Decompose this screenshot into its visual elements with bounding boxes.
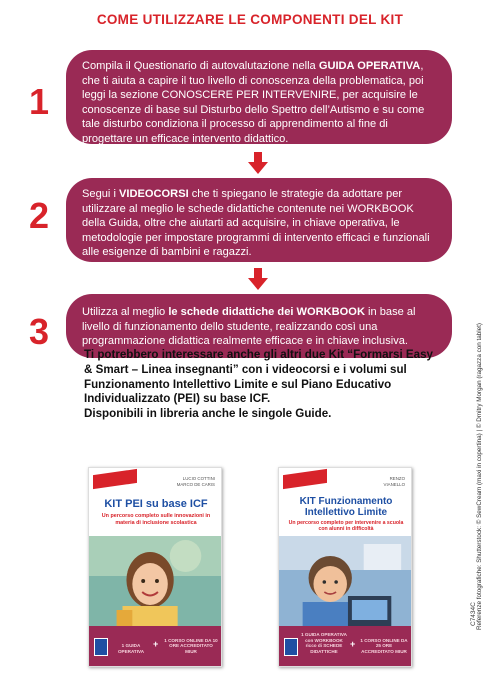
availability-note: Disponibili in libreria anche le singole Guide.	[84, 407, 332, 421]
down-arrow-icon	[248, 268, 268, 290]
related-kits-paragraph: Ti potrebbero interessare anche gli altri due Kit “Formarsi Easy & Smart – Linea insegnanti” con i videocorsi e i volumi sul Funzionamento Intellettivo Limite e sul Piano Educativo Individualizzato (PEI) su base ICF.	[84, 348, 433, 406]
step-text-segment: Utilizza al meglio	[82, 306, 169, 318]
offer-guide: 1 GUIDA OPERATIVA	[117, 643, 145, 654]
step-number-1: 1	[28, 81, 50, 122]
book-subtitle: Un percorso completo per intervenire a scuola con alunni in difficoltà	[288, 520, 404, 533]
book-title: KIT PEI su base ICF	[104, 498, 208, 510]
step-text-segment: , che ti aiuta a capire il tuo livello di conoscenza della problematica, poi leggi la sezione CONOSCERE PER INTERVENIRE, per acquisire le conoscenze di base sul Disturbo dello Spettro dell’Autismo e su come tale disturbo condiziona il processo di apprendimento al fine di progettare un efficace intervento didattico.	[82, 60, 425, 145]
step-number-2: 2	[28, 195, 50, 236]
offer-guide: 1 GUIDA OPERATIVA con WORKBOOK ricco di SCHEDE DIDATTICHE	[301, 632, 347, 654]
step-panel-2	[66, 178, 452, 262]
page-title: COME UTILIZZARE LE COMPONENTI DEL KIT	[96, 12, 404, 27]
step-number-3: 3	[28, 311, 50, 352]
step-text-segment: Segui i	[82, 188, 120, 200]
step-text-segment: le schede didattiche dei WORKBOOK	[168, 306, 365, 318]
offer-course: 1 CORSO ONLINE DA 10 ORE ACCREDITATO MIUR	[164, 637, 218, 654]
book-cover-photo	[279, 536, 411, 626]
book-subtitle: Un percorso completo sulle innovazioni in materia di inclusione scolastica	[101, 513, 211, 526]
offer-band: 1 GUIDA OPERATIVA + 1 CORSO ONLINE DA 10 ORE ACCREDITATO MIUR	[89, 626, 221, 666]
online-course-badge-icon	[284, 638, 298, 656]
book-cover-fil	[278, 467, 412, 667]
book-title: KIT Funzionamento Intellettivo Limite	[299, 496, 393, 518]
product-code: C7434C	[470, 602, 477, 626]
online-course-badge-icon	[94, 638, 108, 656]
step-text-segment: Compila il Questionario di autovalutazione nella	[82, 60, 319, 72]
step-text-segment: GUIDA OPERATIVA	[318, 60, 421, 72]
offer-band: 1 GUIDA OPERATIVA con WORKBOOK ricco di SCHEDE DIDATTICHE + 1 CORSO ONLINE DA 25 ORE ACCREDITATO MIUR	[279, 626, 411, 666]
book-authors: RENZO VIANELLO	[383, 476, 405, 487]
step-panel-1	[66, 50, 452, 144]
step-text-segment: VIDEOCORSI	[119, 188, 189, 200]
book-authors: LUCIO COTTINI MARCO DE CARIS	[176, 476, 215, 487]
book-cover-photo	[89, 536, 221, 626]
step-text-segment: che ti spiegano le strategie da adottare per utilizzare al meglio le schede didattiche contenute nei WORKBOOK della Guida, oltre che aiutarti ad acquisire, in chiave operativa, le metodologie per impostare programmi di intervento efficaci e funzionali alle esigenze di bambini e ragazzi.	[82, 188, 430, 259]
offer-course: 1 CORSO ONLINE DA 25 ORE ACCREDITATO MIUR	[360, 637, 408, 654]
related-kits-text	[84, 348, 444, 422]
photo-credits: Referenze fotografiche: Shutterstock: © SewCream (maxi in copertina) | © Dmitry Morgan (ragazza con tablet)	[476, 323, 483, 630]
down-arrow-icon	[248, 152, 268, 174]
step-text-segment: in base al livello di funzionamento dello studente, realizzando così una programmazione didattica realmente efficace e in chiave inclusiva.	[82, 306, 416, 348]
book-cover-pei-icf	[88, 467, 222, 667]
